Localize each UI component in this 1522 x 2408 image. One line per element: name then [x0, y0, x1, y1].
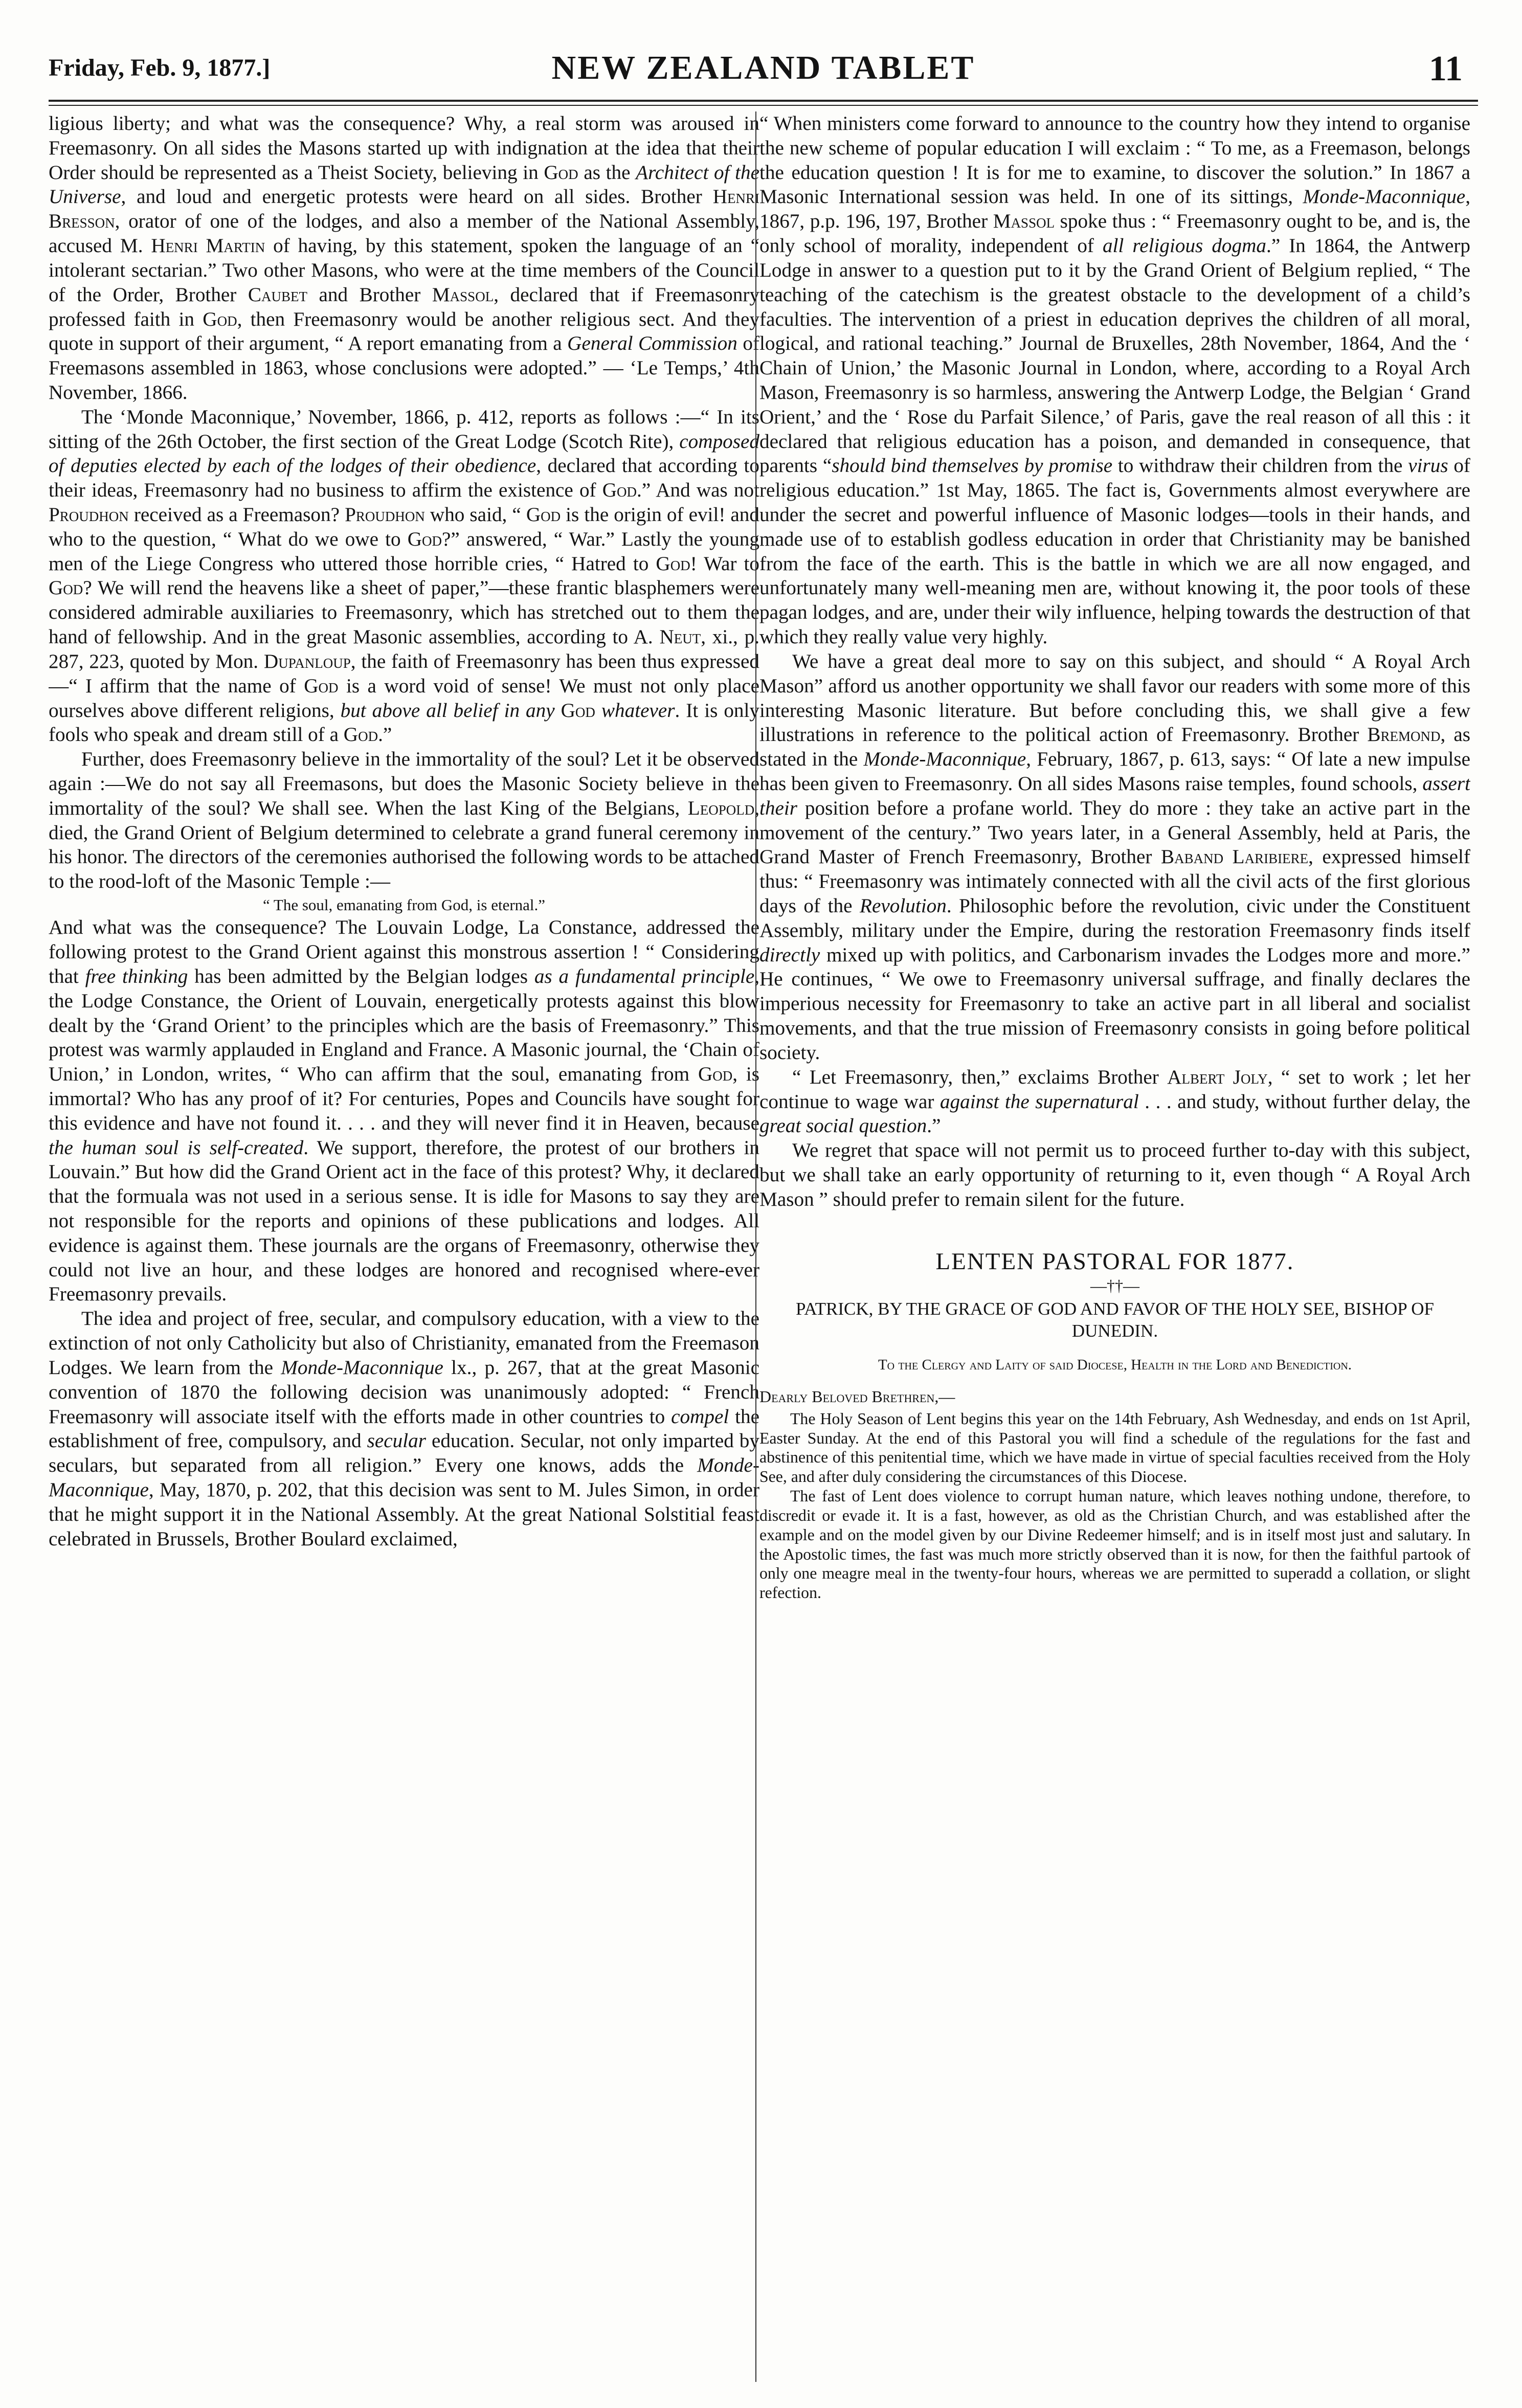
article-paragraph: And what was the consequence? The Louvain Lodge, La Constance, addressed the following protest to the Grand Orient against this monstrous assertion ! “ Considering that free thinking has been admitted by the Belgian lodges as a fundamental principle, the Lodge Constance, the Orient of Louvain, energetically protests against this blow dealt by the ‘Grand Orient’ to the principles which are the basis of Freemasonry.” This protest was warmly applauded in England and France. A Masonic journal, the ‘Chain of Union,’ in London, writes, “ Who can affirm that the soul, emanating from God, is immortal? Who has any proof of it? For centuries, Popes and Councils have sought for this evidence and have not found it. . . . and they will never find it in Heaven, because the human soul is self-created. We support, therefore, the protest of our brothers in Louvain.” But how did the Grand Orient act in the face of this protest? Why, it declared that the formuala was not used in a serious sense. It is idle for Masons to say they are not responsible for the reports and opinions of these publications and lodges. All evidence is against them. These journals are the organs of Freemasonry, otherwise they could not live an hour, and these lodges are honored and recognised where-ever Freemasonry prevails. [49, 916, 759, 1306]
article-paragraph: “ When ministers come forward to announce to the country how they intend to organise the new scheme of popular education I will exclaim : “ To me, as a Freemason, belongs the education question ! It is for me to examine, to discover the solution.” In 1867 a Masonic International session was held. In one of its sittings, Monde-Maconnique, 1867, p.p. 196, 197, Brother Massol spoke thus : “ Freemasonry ought to be, and is, the only school of morality, independent of all religious dogma.” In 1864, the Antwerp Lodge in answer to a question put to it by the Grand Orient of Belgium replied, “ The teaching of the catechism is the greatest obstacle to the development of a child’s faculties. The intervention of a priest in education deprives the children of all moral, logical, and rational teaching.” Journal de Bruxelles, 28th November, 1864, And the ‘ Chain of Union,’ the Masonic Journal in London, where, according to a Royal Arch Mason, Freemasonry is so harmless, answering the Antwerp Lodge, the Belgian ‘ Grand Orient,’ and the ‘ Rose du Parfait Silence,’ of Paris, gave the real reason of all this : it declared that religious education has a poison, and demanded in consequence, that parents “should bind themselves by promise to withdraw their children from the virus of religious education.” 1st May, 1865. The fact is, Governments almost everywhere are under the secret and powerful influence of Masonic lodges—tools in their hands, and made use of to establish godless education in order that Christianity may be banished from the face of the earth. This is the battle in which we are all now engaged, and unfortunately many well-meaning men are, without knowing it, the poor tools of these pagan lodges, and are, under their wily influence, helping towards the destruction of that which they really value very highly. [759, 112, 1470, 648]
pastoral-title: LENTEN PASTORAL FOR 1877. [935, 1248, 1294, 1275]
article-paragraph: We have a great deal more to say on this subject, and should “ A Royal Arch Mason” afford us another opportunity we shall favor our readers with some more of this interesting Masonic literature. But before concluding this, we shall give a few illustrations in reference to the political action of Freemasonry. Brother Bremond, as stated in the Monde-Maconnique, February, 1867, p. 613, says: “ Of late a new impulse has been given to Freemasonry. On all sides Masons raise temples, found schools, assert their position before a profane world. They do more : they take an active part in the movement of the century.” Two years later, in a General Assembly, held at Paris, the Grand Master of French Freemasonry, Brother Baband Laribiere, expressed himself thus: “ Freemasonry was intimately connected with all the civil acts of the first glorious days of the Revolution. Philosophic before the revolution, civic under the Constituent Assembly, military under the Empire, during the restoration Freemasonry finds itself directly mixed up with politics, and Carbonarism invades the Lodges more and more.” He continues, “ We owe to Freemasonry universal suffrage, and finally declares the imperious necessity for Freemasonry to take an active part in all liberal and socialist movements, and that the true mission of Freemasonry consists in going before political society. [759, 650, 1470, 1064]
left-column [49, 111, 759, 2382]
article-paragraph: “ Let Freemasonry, then,” exclaims Brother Albert Joly, “ set to work ; let her continue to wage war against the supernatural . . . and study, without further delay, the great social question.” [759, 1066, 1470, 1137]
inscription-quote: “ The soul, emanating from God, is eternal.” [262, 896, 546, 914]
newspaper-title: NEW ZEALAND TABLET [551, 49, 975, 86]
article-paragraph: Further, does Freemasonry believe in the immortality of the soul? Let it be observed again :—We do not say all Freemasons, but does the Masonic Society believe in the immortality of the soul? We shall see. When the last King of the Belgians, Leopold, died, the Grand Orient of Belgium determined to celebrate a grand funeral ceremony in his honor. The directors of the ceremonies authorised the following words to be attached to the rood-loft of the Masonic Temple :— [49, 748, 759, 893]
pastoral-salutation: Dearly Beloved Brethren,— [759, 1387, 955, 1406]
article-paragraph: The ‘Monde Maconnique,’ November, 1866, p. 412, reports as follows :—“ In its sitting of the 26th October, the first section of the Great Lodge (Scotch Rite), composed of deputies elected by each of the lodges of their obedience, declared that according to their ideas, Freemasonry had no business to affirm the existence of God.” And was not Proudhon received as a Freemason? Proudhon who said, “ God is the origin of evil! and who to the question, “ What do we owe to God?” answered, “ War.” Lastly the young men of the Liege Congress who uttered those horrible cries, “ Hatred to God! War to God? We will rend the heavens like a sheet of paper,”—these frantic blasphemers were considered admirable auxiliaries to Freemasonry, which has stretched out to them the hand of fellowship. And in the great Masonic assemblies, according to A. Neut, xi., p. 287, 223, quoted by Mon. Dupanloup, the faith of Freemasonry has been thus expressed—“ I affirm that the name of God is a word void of sense! We must not only place ourselves above different religions, but above all belief in any God whatever. It is only fools who speak and dream still of a God.” [49, 406, 759, 746]
article-paragraph: We regret that space will not permit us to proceed further to-day with this subject, but we shall take an early opportunity of returning to it, even though “ A Royal Arch Mason ” should prefer to remain silent for the future. [759, 1139, 1470, 1210]
pastoral-paragraph: The Holy Season of Lent begins this year on the 14th February, Ash Wednesday, and ends on 1st April, Easter Sunday. At the end of this Pastoral you will find a schedule of the regulations for the fast and abstinence of this penitential time, which we have made in virtue of special faculties received from the Holy See, and after duly considering the circumstances of this Diocese. [759, 1409, 1470, 1486]
issue-date: Friday, Feb. 9, 1877.] [49, 54, 271, 81]
pastoral-subtitle: PATRICK, BY THE GRACE OF GOD AND FAVOR OF THE HOLY SEE, BISHOP OF DUNEDIN. [796, 1298, 1434, 1341]
pastoral-address: To the Clergy and Laity of said Diocese, Health in the Lord and Benediction. [878, 1357, 1352, 1374]
masthead [49, 43, 1478, 95]
article-paragraph: The idea and project of free, secular, and compulsory education, with a view to the extinction of not only Catholicity but also of Christianity, emanated from the Freemason Lodges. We learn from the Monde-Maconnique lx., p. 267, that at the great Masonic convention of 1870 the following decision was unanimously adopted: “ French Freemasonry will associate itself with the efforts made in other countries to compel the establishment of free, compulsory, and secular education. Secular, not only imparted by seculars, but separated from all religion.” Every one knows, adds the Monde-Maconnique, May, 1870, p. 202, that this decision was sent to M. Jules Simon, in order that he might support it in the National Assembly. At the great National Solstitial feast celebrated in Brussels, Brother Boulard exclaimed, [49, 1308, 759, 1550]
page-number: 11 [1428, 49, 1463, 88]
column-divider [755, 111, 756, 2382]
masthead-rule [49, 100, 1478, 102]
right-column [759, 111, 1470, 2382]
ornament-divider: —††— [1090, 1276, 1139, 1295]
pastoral-paragraph: The fast of Lent does violence to corrupt human nature, which leaves nothing undone, therefore, to discredit or evade it. It is a fast, however, as old as the Christian Church, and was established after the example and on the model given by our Divine Redeemer himself; and is in itself most just and salutary. In the Apostolic times, the fast was much more strictly observed than it is now, for then the faithful partook of only one meagre meal in the twenty-four hours, whereas we are permitted to superadd a collation, or slight refection. [759, 1487, 1470, 1602]
masthead-rule-thin [49, 105, 1478, 106]
article-paragraph: ligious liberty; and what was the consequence? Why, a real storm was aroused in Freemasonry. On all sides the Masons started up with indignation at the idea that their Order should be represented as a Theist Society, believing in God as the Architect of the Universe, and loud and energetic protests were heard on all sides. Brother Henri Bresson, orator of one of the lodges, and also a member of the National Assembly, accused M. Henri Martin of having, by this statement, spoken the language of an “ intolerant sectarian.” Two other Masons, who were at the time members of the Council of the Order, Brother Caubet and Brother Massol, declared that if Freemasonry professed faith in God, then Freemasonry would be another religious sect. And they quote in support of their argument, “ A report emanating from a General Commission of Freemasons assembled in 1863, whose conclusions were adopted.” — ‘Le Temps,’ 4th November, 1866. [49, 112, 759, 403]
